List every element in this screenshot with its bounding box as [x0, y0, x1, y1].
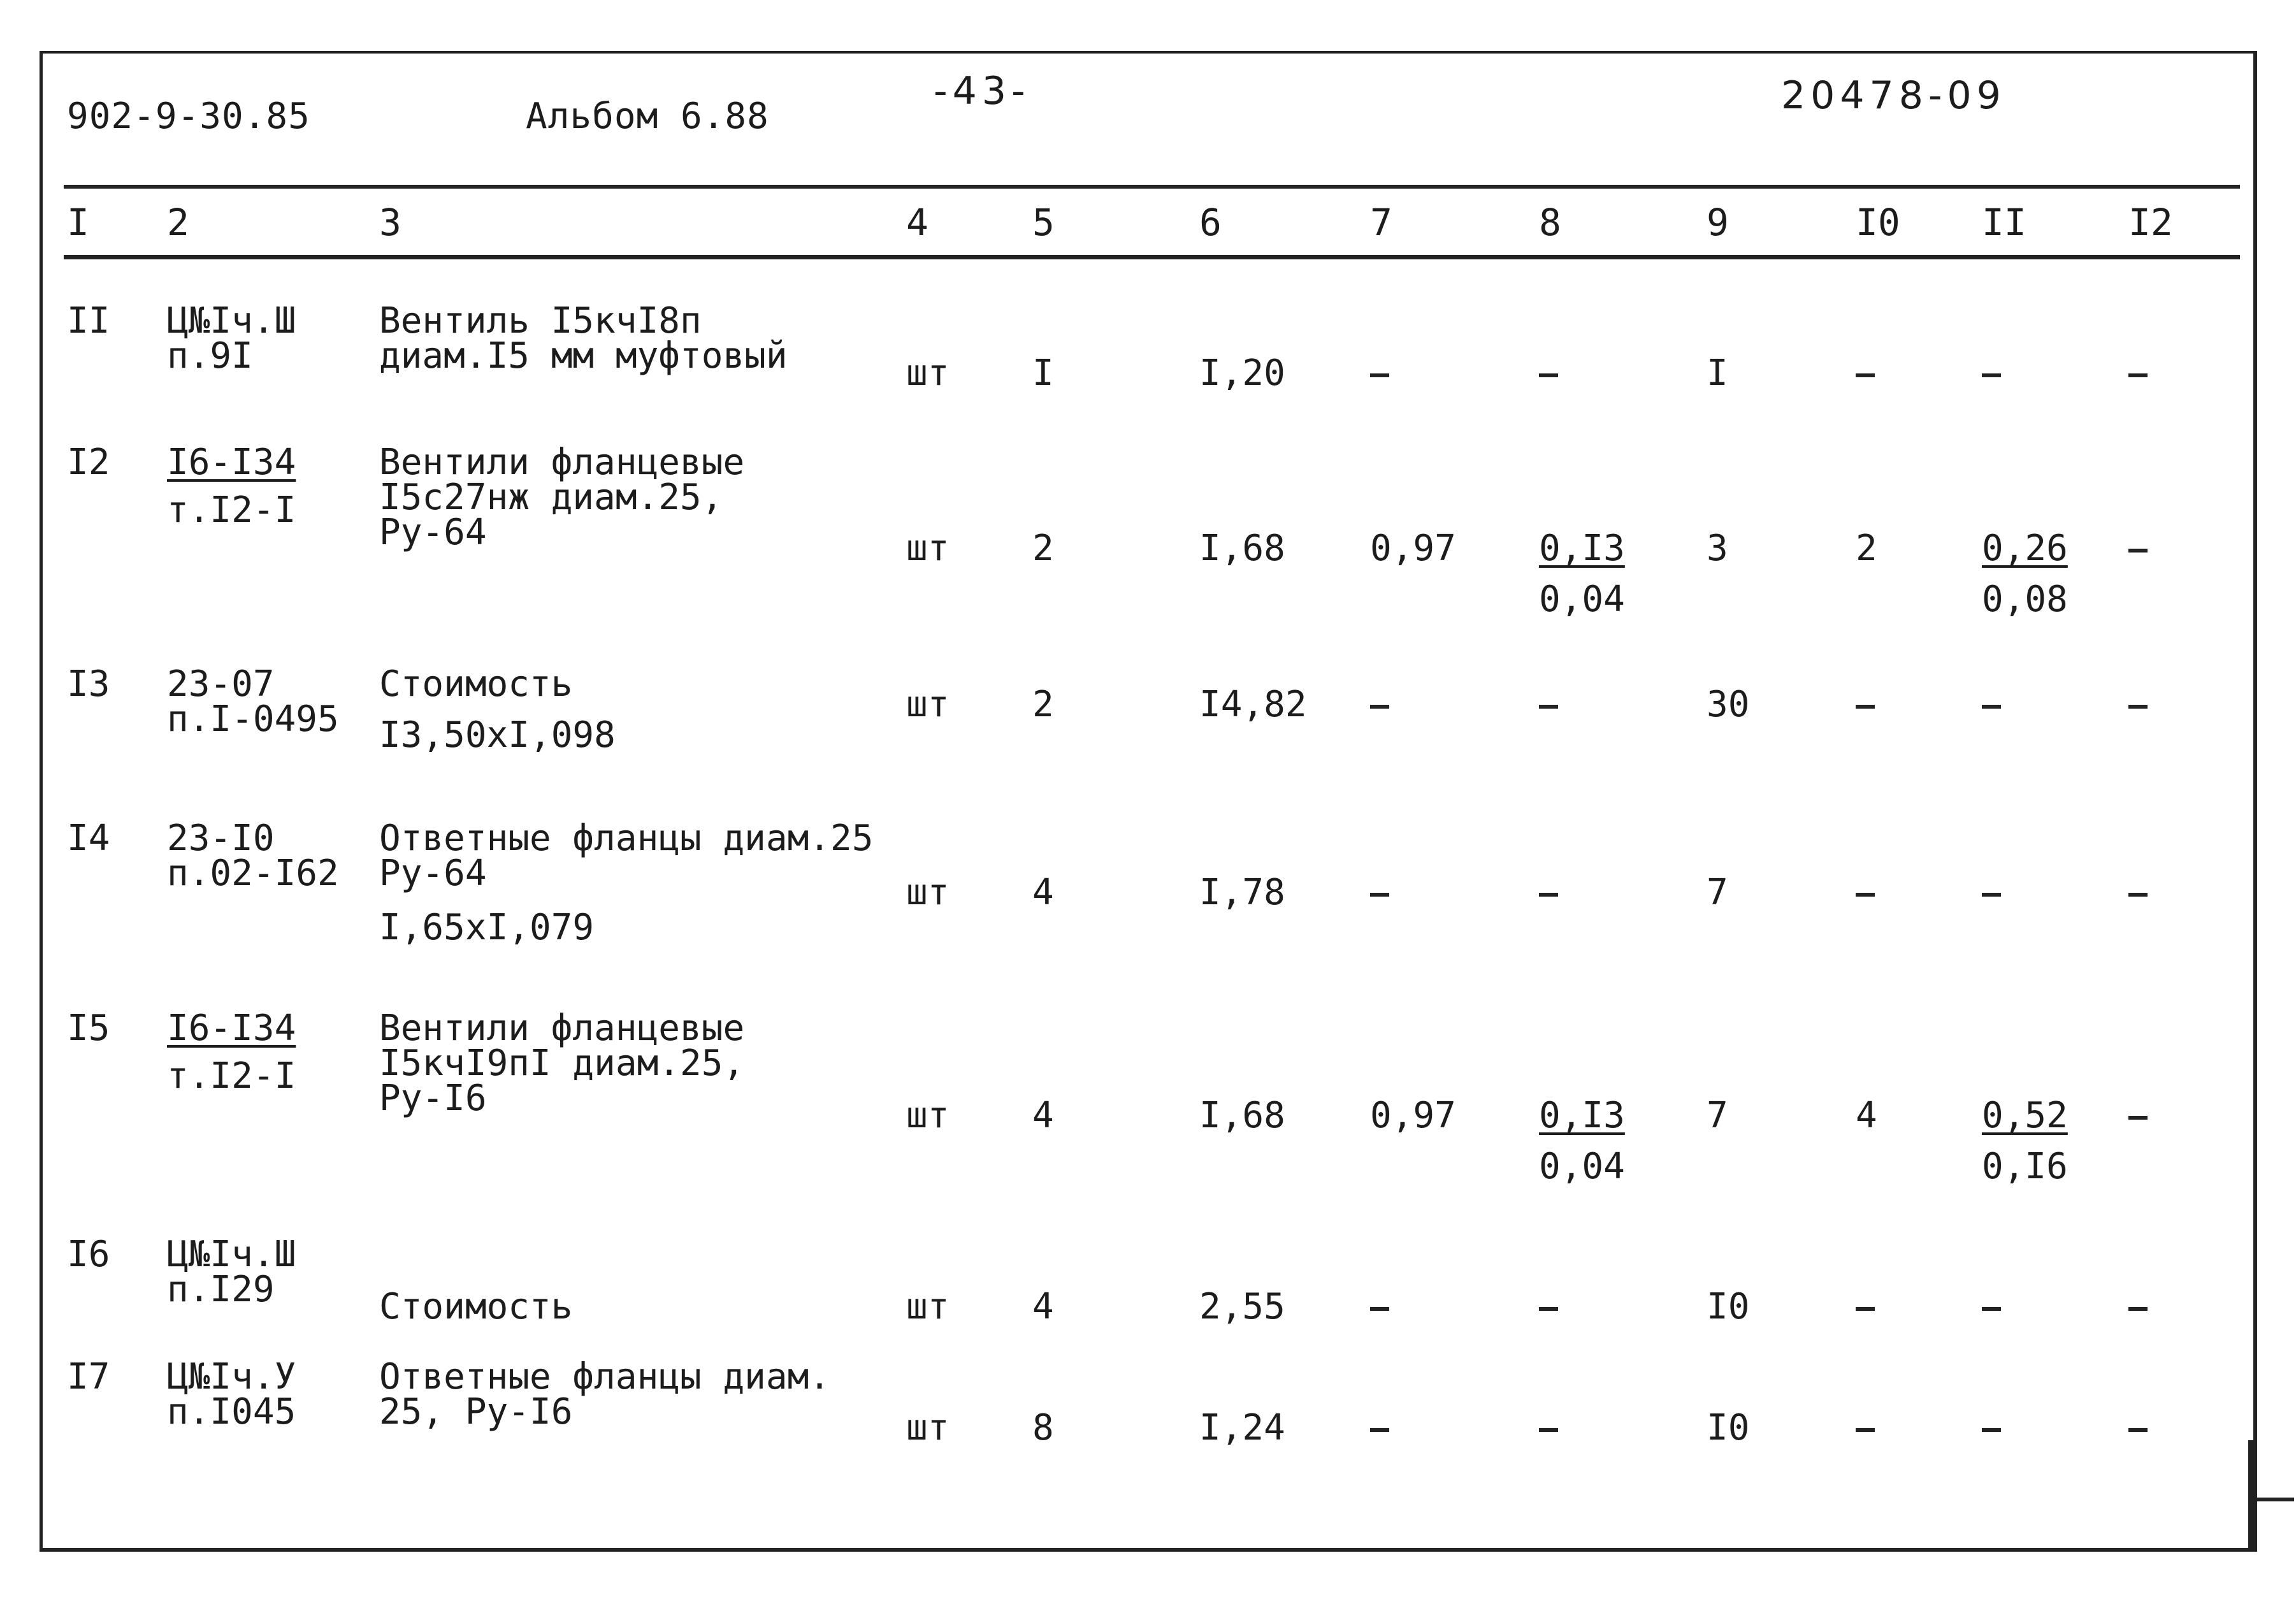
empty-cell-dash [1982, 373, 2001, 377]
row-reference: Ц№Iч.У [167, 1356, 296, 1398]
row-c11-value: 0,26 [1982, 528, 2068, 569]
row-reference: Ц№Iч.Ш [167, 300, 296, 342]
row-reference: 23-I0 [167, 818, 275, 859]
empty-cell-dash [2128, 1428, 2148, 1432]
row-col6-value: I,78 [1199, 872, 1285, 913]
row-description: Стоимость [379, 663, 573, 705]
row-c11-subvalue: 0,08 [1982, 579, 2068, 620]
column-number: 5 [1032, 201, 1055, 244]
row-c8-subvalue: 0,04 [1539, 1146, 1625, 1187]
row-description: I5с27нж диам.25, [379, 477, 723, 518]
row-quantity: 2 [1032, 684, 1054, 725]
row-description: Вентиль I5кчI8п [379, 300, 702, 342]
row-description: I3,50хI,098 [379, 714, 616, 756]
row-reference: I6-I34 [167, 442, 296, 483]
column-number: 2 [167, 201, 189, 244]
row-quantity: 4 [1032, 872, 1054, 913]
row-number: I7 [67, 1356, 110, 1398]
empty-cell-dash [1982, 1307, 2001, 1311]
row-c9-value: 30 [1707, 684, 1750, 725]
row-c9-value: I0 [1707, 1286, 1750, 1327]
empty-cell-dash [1856, 1428, 1875, 1432]
row-description: I,65хI,079 [379, 907, 595, 948]
row-description: Ру-I6 [379, 1078, 487, 1119]
margin-mark [2249, 1498, 2294, 1501]
column-number: 8 [1539, 201, 1561, 244]
row-quantity: 4 [1032, 1095, 1054, 1136]
row-description: Ответные фланцы диам.25 [379, 818, 874, 859]
row-reference: п.02-I62 [167, 853, 339, 894]
row-c9-value: 7 [1707, 872, 1728, 913]
column-number: 3 [379, 201, 401, 244]
row-description: диам.I5 мм муфтовый [379, 335, 788, 377]
row-number: I4 [67, 818, 110, 859]
row-number: I6 [67, 1234, 110, 1275]
row-reference: п.I045 [167, 1391, 296, 1433]
row-col6-value: I,68 [1199, 1095, 1285, 1136]
empty-cell-dash [1982, 705, 2001, 709]
row-reference: т.I2-I [167, 1055, 296, 1097]
row-c10-value: 2 [1856, 528, 1877, 569]
row-reference: 23-07 [167, 663, 275, 705]
row-description: Ру-64 [379, 512, 487, 553]
row-reference: т.I2-I [167, 489, 296, 531]
empty-cell-dash [1370, 373, 1389, 377]
column-number: I [67, 201, 89, 244]
row-number: I2 [67, 442, 110, 483]
page-number: -43- [934, 69, 1030, 113]
column-number: I0 [1856, 201, 1900, 244]
margin-bracket [2248, 1440, 2253, 1549]
empty-cell-dash [1856, 1307, 1875, 1311]
column-number: I2 [2128, 201, 2173, 244]
empty-cell-dash [1370, 893, 1389, 897]
row-c9-value: I0 [1707, 1407, 1750, 1448]
row-description: Вентили фланцевые [379, 442, 745, 483]
empty-cell-dash [1539, 1428, 1558, 1432]
row-description: Ответные фланцы диам. [379, 1356, 831, 1398]
row-unit: шт [906, 1407, 949, 1448]
row-col6-value: I,24 [1199, 1407, 1285, 1448]
empty-cell-dash [1539, 373, 1558, 377]
document-sheet [40, 51, 2257, 1552]
column-number: 9 [1707, 201, 1729, 244]
row-quantity: I [1032, 352, 1054, 394]
row-col6-value: I,68 [1199, 528, 1285, 569]
column-number: 4 [906, 201, 928, 244]
row-col6-value: I4,82 [1199, 684, 1307, 725]
row-reference: Ц№Iч.Ш [167, 1234, 296, 1275]
header-rule-bottom [64, 255, 2240, 259]
row-description: Ру-64 [379, 853, 487, 894]
row-number: II [67, 300, 110, 342]
empty-cell-dash [1539, 1307, 1558, 1311]
row-c10-value: 4 [1856, 1095, 1877, 1136]
row-reference: п.I-0495 [167, 698, 339, 740]
row-c9-value: 3 [1707, 528, 1728, 569]
row-c8-value: 0,I3 [1539, 1095, 1625, 1136]
row-unit: шт [906, 352, 949, 394]
empty-cell-dash [2128, 1307, 2148, 1311]
row-unit: шт [906, 684, 949, 725]
empty-cell-dash [2128, 705, 2148, 709]
row-number: I5 [67, 1008, 110, 1049]
empty-cell-dash [1370, 705, 1389, 709]
empty-cell-dash [2128, 373, 2148, 377]
row-reference: п.9I [167, 335, 253, 377]
column-number: 6 [1199, 201, 1222, 244]
empty-cell-dash [2128, 1116, 2148, 1120]
row-c7-value: 0,97 [1370, 1095, 1456, 1136]
empty-cell-dash [2128, 893, 2148, 897]
column-number: II [1982, 201, 2026, 244]
row-c8-value: 0,I3 [1539, 528, 1625, 569]
empty-cell-dash [1539, 705, 1558, 709]
empty-cell-dash [1539, 893, 1558, 897]
row-c7-value: 0,97 [1370, 528, 1456, 569]
header-rule-top [64, 185, 2240, 189]
empty-cell-dash [1982, 1428, 2001, 1432]
row-unit: шт [906, 872, 949, 913]
empty-cell-dash [1856, 893, 1875, 897]
empty-cell-dash [1856, 705, 1875, 709]
row-quantity: 2 [1032, 528, 1054, 569]
empty-cell-dash [2128, 549, 2148, 553]
row-c8-subvalue: 0,04 [1539, 579, 1625, 620]
row-col6-value: I,20 [1199, 352, 1285, 394]
document-code: 902-9-30.85 [67, 96, 310, 137]
row-quantity: 8 [1032, 1407, 1054, 1448]
empty-cell-dash [1370, 1428, 1389, 1432]
row-unit: шт [906, 528, 949, 569]
empty-cell-dash [1856, 373, 1875, 377]
row-description: Стоимость [379, 1286, 573, 1327]
column-number: 7 [1370, 201, 1392, 244]
row-quantity: 4 [1032, 1286, 1054, 1327]
row-c11-subvalue: 0,I6 [1982, 1146, 2068, 1187]
row-reference: I6-I34 [167, 1008, 296, 1049]
row-description: I5кчI9пI диам.25, [379, 1043, 745, 1084]
row-number: I3 [67, 663, 110, 705]
row-description: Вентили фланцевые [379, 1008, 745, 1049]
row-c11-value: 0,52 [1982, 1095, 2068, 1136]
empty-cell-dash [1982, 893, 2001, 897]
row-reference: п.I29 [167, 1269, 275, 1310]
row-description: 25, Ру-I6 [379, 1391, 573, 1433]
row-c9-value: I [1707, 352, 1728, 394]
row-unit: шт [906, 1286, 949, 1327]
album-label: Альбом 6.88 [526, 96, 769, 137]
row-unit: шт [906, 1095, 949, 1136]
document-number: 20478-09 [1781, 73, 2006, 118]
row-c9-value: 7 [1707, 1095, 1728, 1136]
empty-cell-dash [1370, 1307, 1389, 1311]
row-col6-value: 2,55 [1199, 1286, 1285, 1327]
